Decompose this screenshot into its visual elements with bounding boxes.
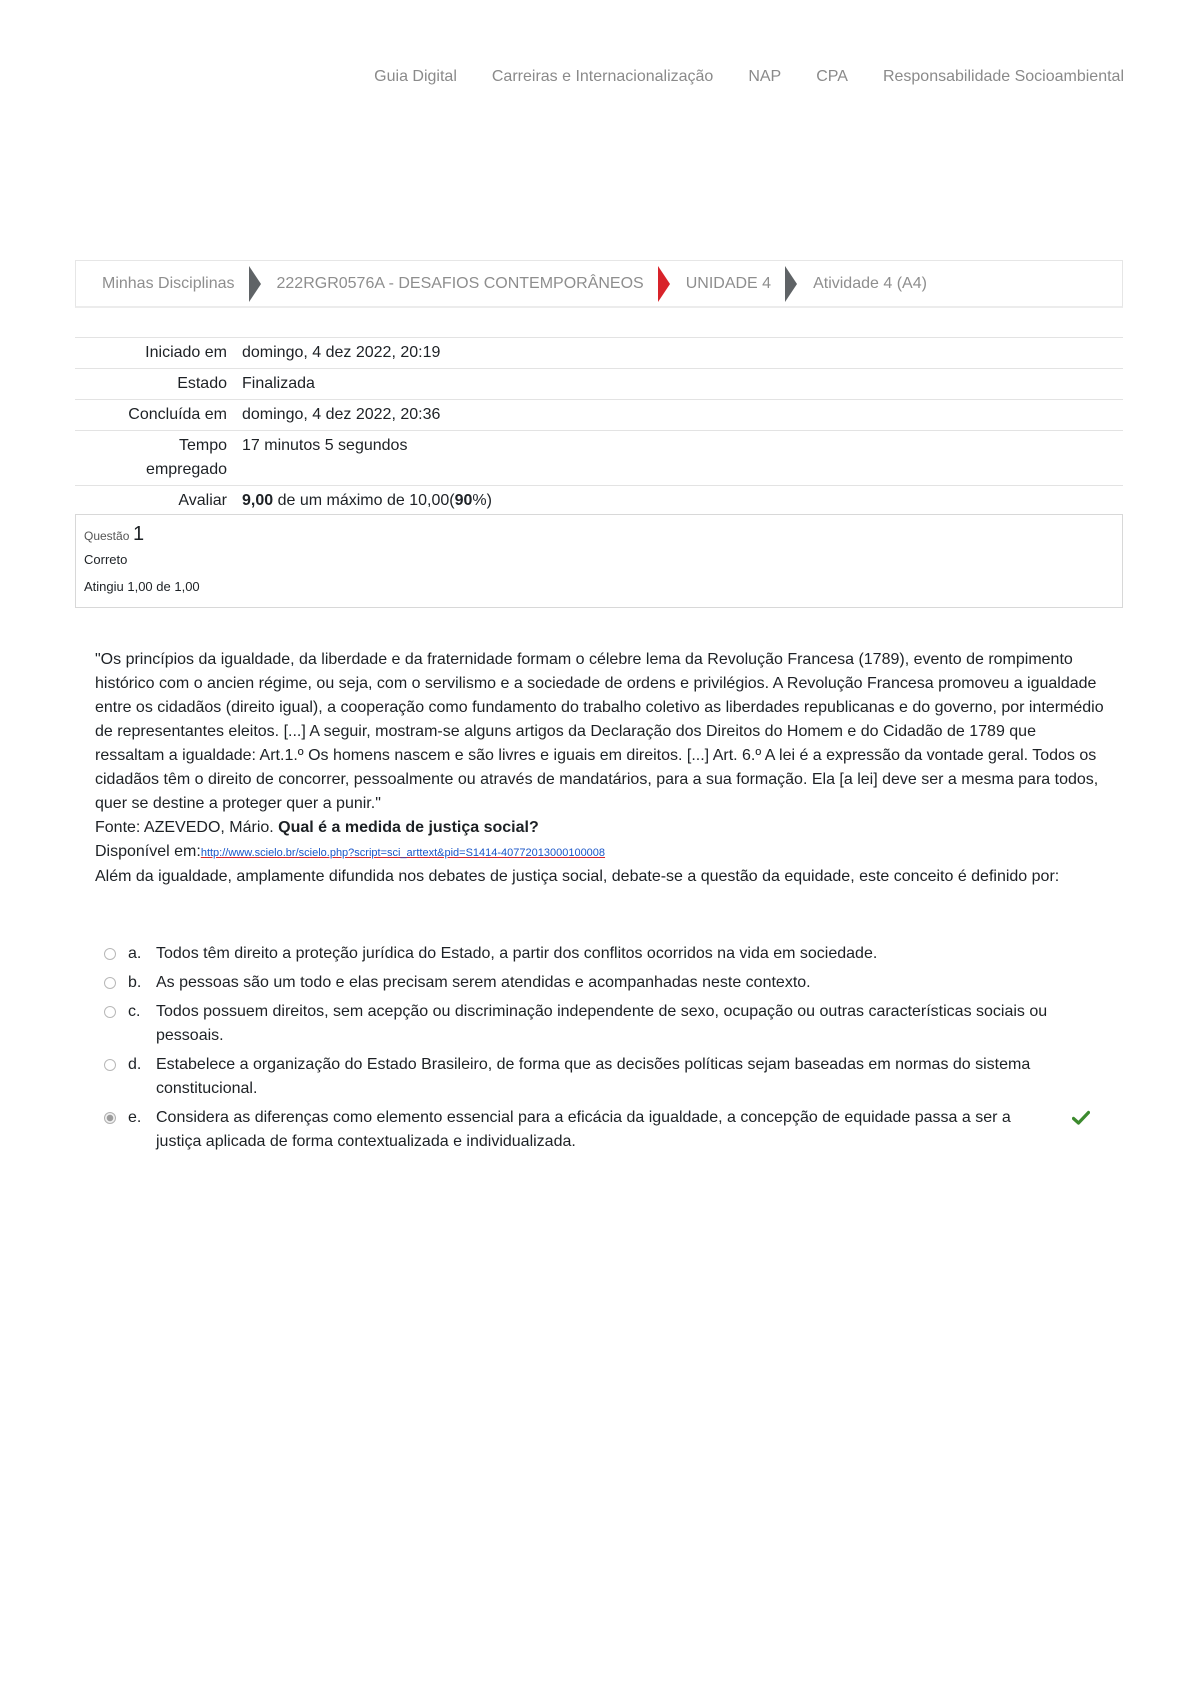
nav-guia-digital[interactable]: Guia Digital	[374, 68, 457, 85]
time-value: 17 minutos 5 segundos	[234, 431, 1123, 486]
answer-text: Todos possuem direitos, sem acepção ou discriminação independente de sexo, ocupação ou outras características sociais ou pessoais.	[156, 1003, 1048, 1044]
summary-row-time	[75, 431, 1123, 486]
radio-button[interactable]	[104, 977, 116, 989]
answer-text: Estabelece a organização do Estado Brasileiro, de forma que as decisões políticas sejam baseadas em normas do sistema constitucional.	[156, 1056, 1031, 1097]
nav-responsabilidade[interactable]: Responsabilidade Socioambiental	[882, 68, 1124, 85]
answer-letter: e.	[128, 1109, 142, 1126]
question-number-value: 1	[133, 523, 145, 545]
radio-button-selected[interactable]	[104, 1112, 116, 1124]
summary-row-completed	[75, 400, 1123, 431]
grade-max: de um máximo de 10,00(	[273, 492, 455, 509]
source-title: Qual é a medida de justiça social?	[278, 819, 539, 836]
breadcrumb-activity[interactable]: Atividade 4 (A4)	[813, 274, 927, 292]
completed-label: Concluída em	[75, 400, 234, 431]
question-info-box	[75, 514, 1123, 608]
breadcrumb-unit[interactable]: UNIDADE 4	[685, 274, 772, 292]
radio-button[interactable]	[104, 1006, 116, 1018]
breadcrumb-separator-icon	[658, 266, 670, 302]
breadcrumb-course[interactable]: 222RGR0576A - DESAFIOS CONTEMPORÂNEOS	[276, 274, 644, 292]
breadcrumb-separator-icon	[785, 266, 797, 302]
grade-percent: 90	[454, 492, 473, 509]
question-quote: "Os princípios da igualdade, da liberdade e da fraternidade formam o célebre lema da Revolução Francesa (1789), evento de rompimento histórico com o ancien régime, ou seja, com o servilismo e a sociedade de ordens e privilégios. A Revolução Francesa promoveu a igualdade entre os cidadãos (direito igual), a cooperação como fundamento do trabalho coletivo as liberdades republicanas e do governo, por intermédio de representantes eleitos. [...] A seguir, mostram-se alguns artigos da Declaração dos Direitos do Homem e do Cidadão de 1789 que ressaltam a igualdade: Art.1.º Os homens nascem e são livres e iguais em direitos. [...] Art. 6.º A lei é a expressão da vontade geral. Todos os cidadãos têm o direito de concorrer, pessoalmente ou através de mandatários, para a sua formação. Ela [a lei] deve ser a mesma para todos, quer se destine a proteger quer a punir."	[95, 651, 1104, 812]
answer-text: Todos têm direito a proteção jurídica do Estado, a partir dos conflitos ocorridos na vida em sociedade.	[156, 945, 878, 962]
started-label: Iniciado em	[75, 338, 234, 369]
nav-carreiras[interactable]: Carreiras e Internacionalização	[491, 68, 714, 85]
grade-value	[234, 486, 1123, 517]
question-mark: Atingiu 1,00 de 1,00	[84, 579, 200, 594]
summary-row-state	[75, 369, 1123, 400]
answer-letter: a.	[128, 945, 142, 962]
radio-button[interactable]	[104, 948, 116, 960]
question-source	[95, 816, 1105, 840]
breadcrumb-separator-icon	[249, 266, 261, 302]
question-label: Questão	[84, 529, 130, 543]
answer-letter: c.	[128, 1003, 141, 1020]
question-text	[95, 648, 1105, 889]
source-link[interactable]: http://www.scielo.br/scielo.php?script=sci_arttext&pid=S1414-40772013000100008	[200, 847, 606, 859]
check-icon	[1072, 1110, 1090, 1126]
answer-option-d[interactable]	[104, 1053, 1114, 1101]
answer-letter: b.	[128, 974, 142, 991]
state-label: Estado	[75, 369, 234, 400]
nav-cpa[interactable]: CPA	[816, 68, 848, 85]
attempt-summary-table	[75, 337, 1123, 516]
grade-label: Avaliar	[75, 486, 234, 517]
time-label-line2: empregado	[146, 461, 227, 478]
question-status: Correto	[84, 552, 128, 567]
answer-option-b[interactable]	[104, 971, 1114, 995]
answer-option-a[interactable]	[104, 942, 1114, 966]
answer-letter: d.	[128, 1056, 142, 1073]
radio-button[interactable]	[104, 1059, 116, 1071]
available-label: Disponível em:	[95, 843, 201, 860]
answer-option-e[interactable]	[104, 1106, 1114, 1154]
summary-row-started	[75, 338, 1123, 369]
question-prompt: Além da igualdade, amplamente difundida nos debates de justiça social, debate-se a questão da equidade, este conceito é definido por:	[95, 868, 1060, 885]
completed-value: domingo, 4 dez 2022, 20:36	[234, 400, 1123, 431]
breadcrumb	[75, 260, 1123, 308]
answer-options	[104, 942, 1114, 1159]
answer-text: Considera as diferenças como elemento essencial para a eficácia da igualdade, a concepção de equidade passa a ser a justiça aplicada de forma contextualizada e individualizada.	[156, 1109, 1011, 1150]
question-number	[84, 523, 1114, 546]
question-available	[95, 840, 1105, 865]
source-prefix: Fonte: AZEVEDO, Mário.	[95, 819, 279, 836]
time-label-line1: Tempo	[178, 437, 227, 454]
started-value: domingo, 4 dez 2022, 20:19	[234, 338, 1123, 369]
nav-nap[interactable]: NAP	[748, 68, 782, 85]
grade-score: 9,00	[242, 492, 274, 509]
answer-option-c[interactable]	[104, 1000, 1114, 1048]
grade-end: %)	[472, 492, 492, 509]
time-label	[75, 431, 234, 486]
state-value: Finalizada	[234, 369, 1123, 400]
top-navigation	[374, 68, 1124, 86]
answer-text: As pessoas são um todo e elas precisam serem atendidas e acompanhadas neste contexto.	[156, 974, 811, 991]
summary-row-grade	[75, 486, 1123, 517]
breadcrumb-minhas-disciplinas[interactable]: Minhas Disciplinas	[102, 274, 235, 292]
